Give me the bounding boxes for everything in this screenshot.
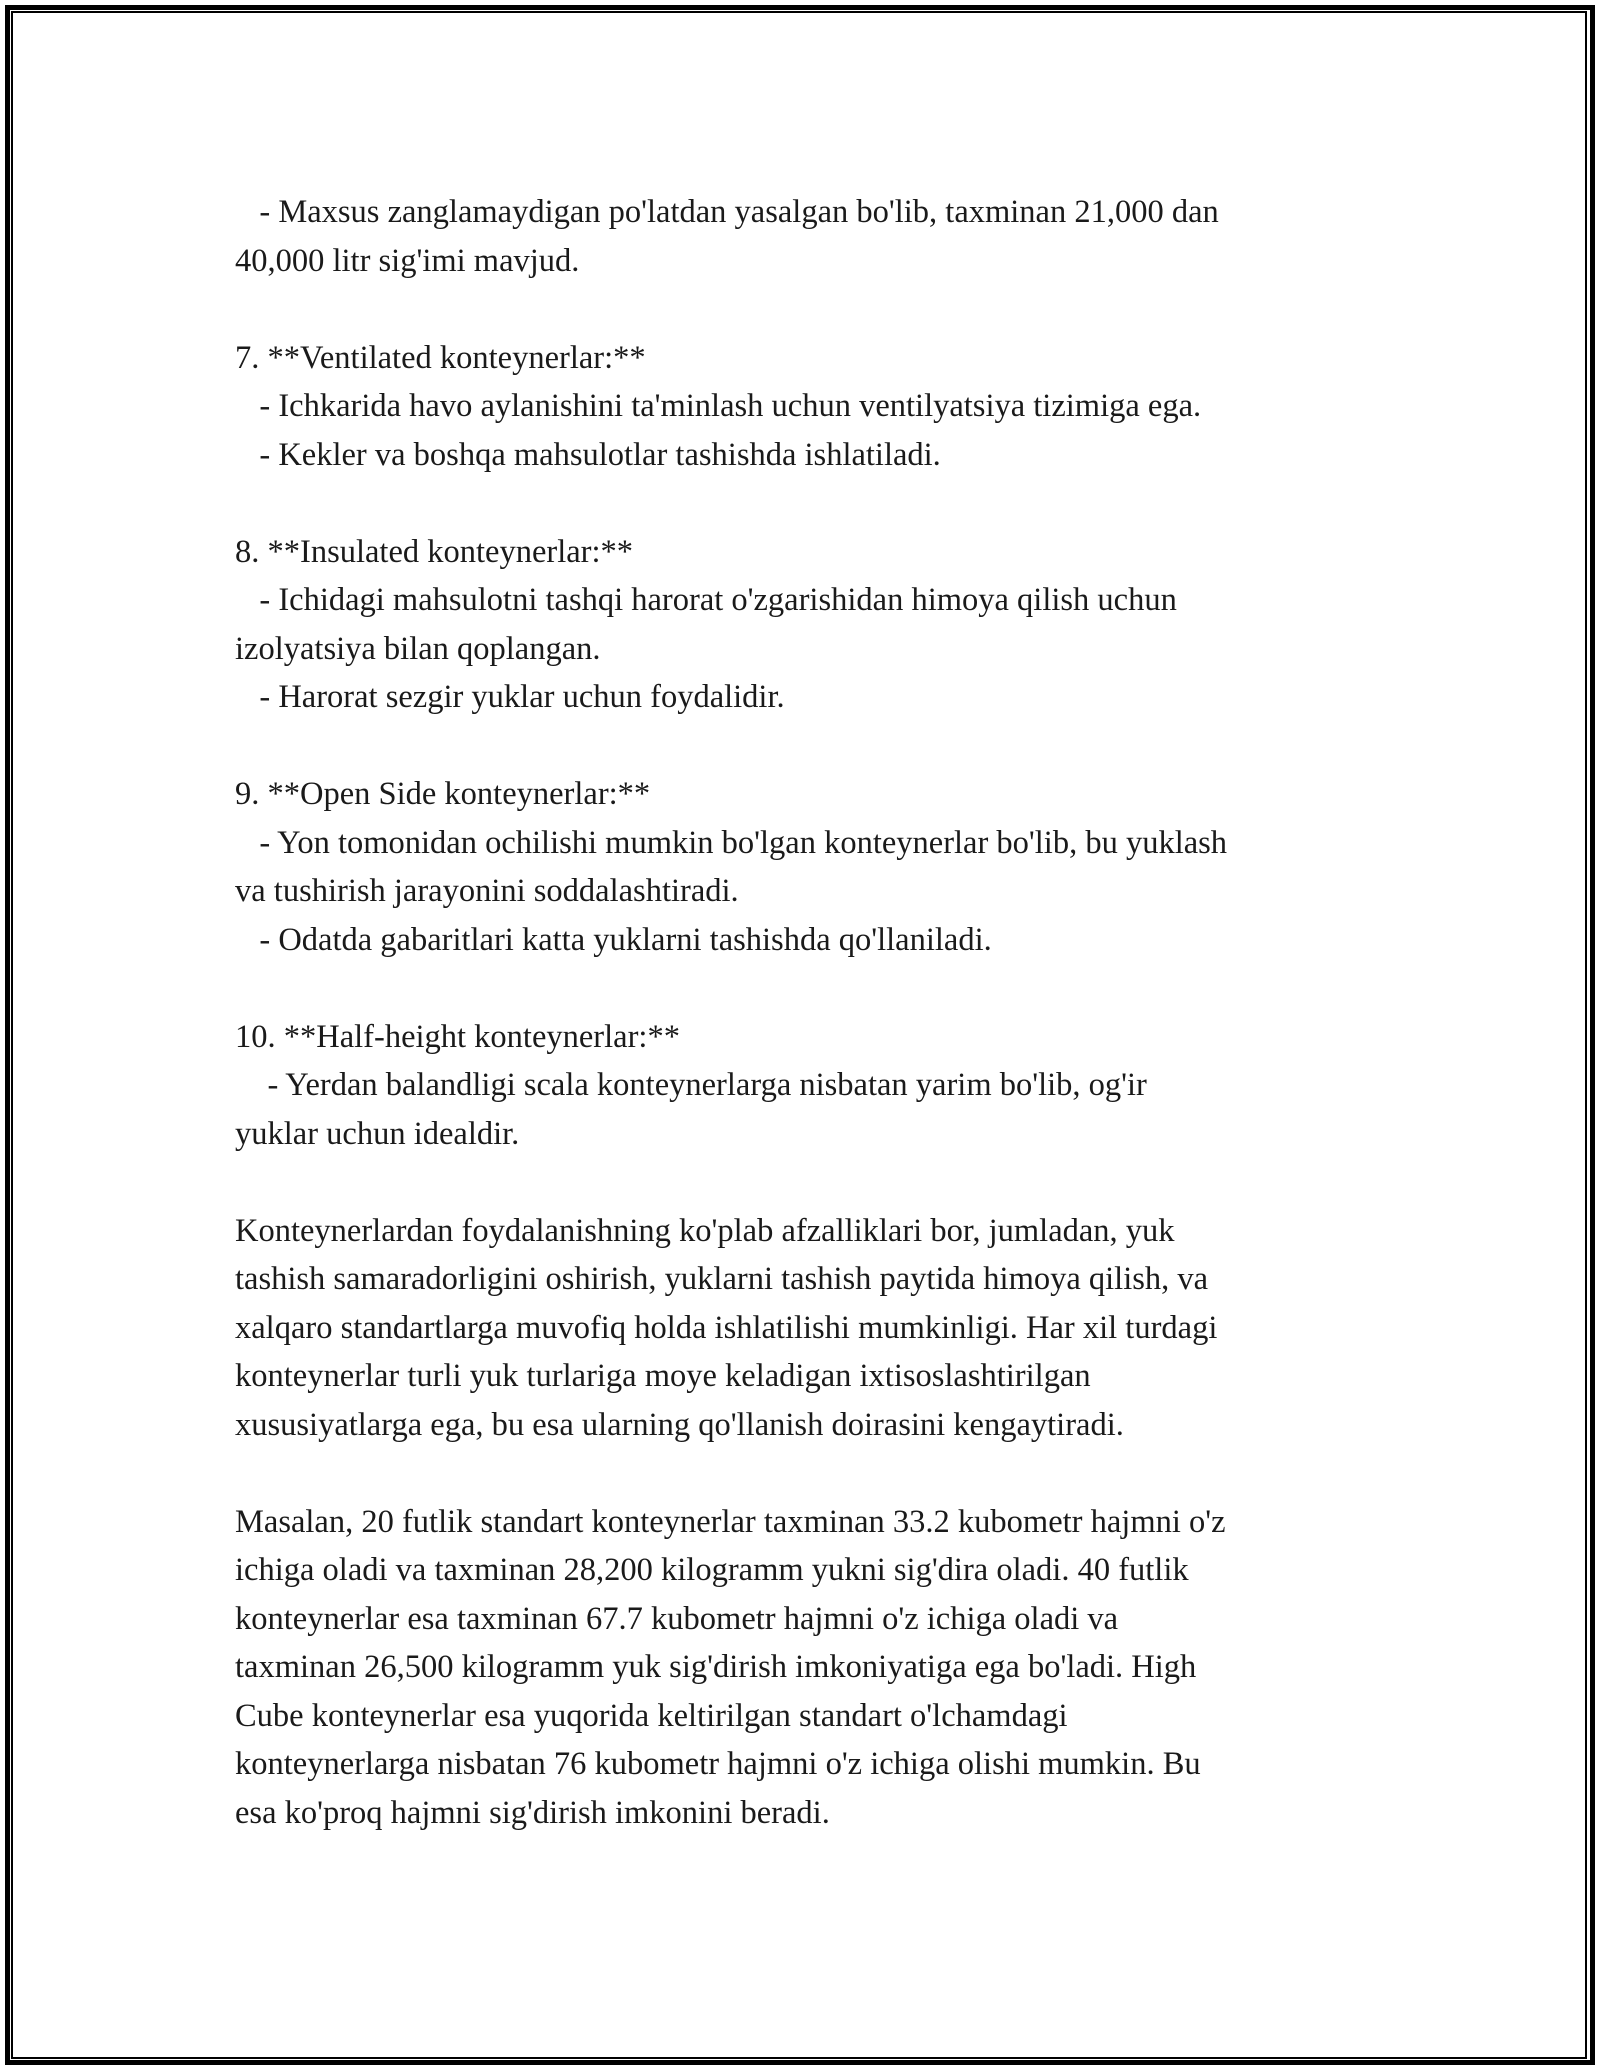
text-line: xususiyatlarga ega, bu esa ularning qo'llanish doirasini kengaytiradi. — [235, 1406, 1124, 1443]
text-line: va tushirish jarayonini soddalashtiradi. — [235, 873, 739, 909]
paragraph-gap — [235, 722, 1375, 771]
text-line: - Kekler va boshqa mahsulotlar tashishda ishlatiladi. — [235, 436, 941, 473]
text-line: tashish samaradorligini oshirish, yuklarni tashish paytida himoya qilish, va — [235, 1261, 1209, 1297]
text-line: - Ichkarida havo aylanishini ta'minlash uchun ventilyatsiya tizimiga ega. — [235, 388, 1202, 424]
text-line: - Odatda gabaritlari katta yuklarni tashishda qo'llaniladi. — [235, 921, 992, 958]
text-line: izolyatsiya bilan qoplangan. — [235, 630, 601, 667]
section-heading: 7. **Ventilated konteynerlar:** — [235, 339, 646, 376]
text-line: Cube konteynerlar esa yuqorida keltirilgan standart o'lchamdagi — [235, 1697, 1068, 1734]
section-heading: 8. **Insulated konteynerlar:** — [235, 533, 634, 570]
text-line: taxminan 26,500 kilogramm yuk sig'dirish imkoniyatiga ega bo'ladi. High — [235, 1649, 1197, 1685]
section-heading: 9. **Open Side konteynerlar:** — [235, 776, 651, 812]
text-line: konteynerlar esa taxminan 67.7 kubometr hajmni o'z ichiga oladi va — [235, 1600, 1119, 1637]
document-body — [235, 188, 1375, 1837]
paragraph-gap — [235, 285, 1375, 334]
text-line: - Ichidagi mahsulotni tashqi harorat o'zgarishidan himoya qilish uchun — [235, 582, 1177, 618]
text-line: esa ko'proq hajmni sig'dirish imkonini beradi. — [235, 1794, 830, 1831]
text-line: xalqaro standartlarga muvofiq holda ishlatilishi mumkinligi. Har xil turdagi — [235, 1309, 1218, 1346]
paragraph-gap — [235, 479, 1375, 528]
text-line: konteynerlarga nisbatan 76 kubometr hajmni o'z ichiga olishi mumkin. Bu — [235, 1746, 1201, 1782]
section-heading: 10. **Half-height konteynerlar:** — [235, 1018, 680, 1055]
text-line: - Yerdan balandligi scala konteynerlarga nisbatan yarim bo'lib, og'ir — [235, 1067, 1147, 1103]
paragraph-gap — [235, 1449, 1375, 1498]
paragraph-gap — [235, 1158, 1375, 1207]
text-line: - Maxsus zanglamaydigan po'latdan yasalgan bo'lib, taxminan 21,000 dan — [235, 194, 1219, 230]
text-line: 40,000 litr sig'imi mavjud. — [235, 242, 580, 279]
paragraph-gap — [235, 964, 1375, 1013]
text-line: Masalan, 20 futlik standart konteynerlar taxminan 33.2 kubometr hajmni o'z — [235, 1503, 1226, 1540]
text-line: Konteynerlardan foydalanishning ko'plab afzalliklari bor, jumladan, yuk — [235, 1212, 1175, 1249]
text-line: yuklar uchun idealdir. — [235, 1115, 520, 1152]
text-line: - Yon tomonidan ochilishi mumkin bo'lgan konteynerlar bo'lib, bu yuklash — [235, 824, 1228, 861]
text-line: konteynerlar turli yuk turlariga moye keladigan ixtisoslashtirilgan — [235, 1358, 1091, 1394]
text-line: - Harorat sezgir yuklar uchun foydalidir. — [235, 679, 785, 715]
text-line: ichiga oladi va taxminan 28,200 kilogramm yukni sig'dira oladi. 40 futlik — [235, 1552, 1189, 1588]
